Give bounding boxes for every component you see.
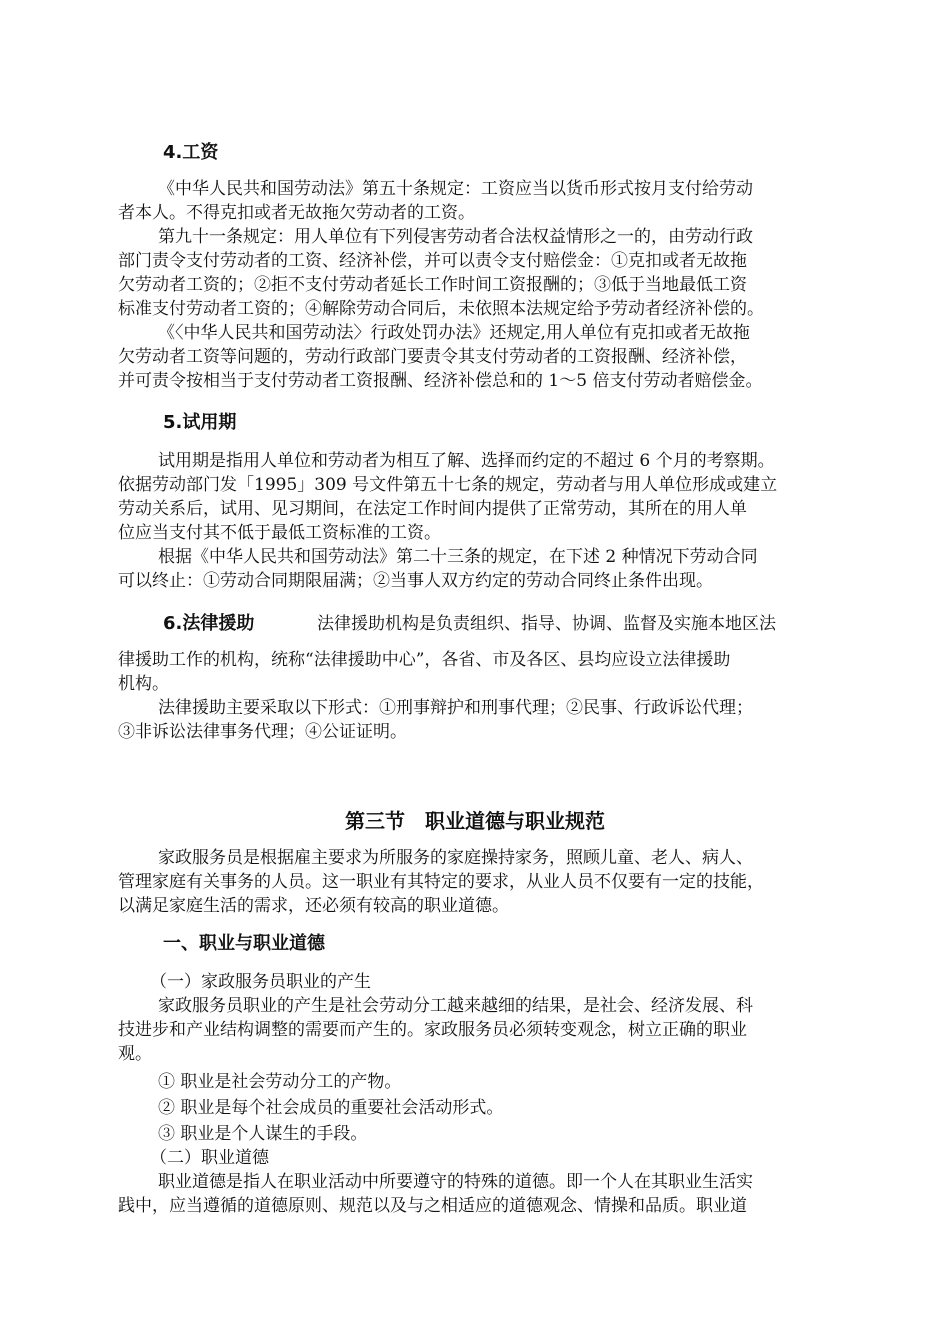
- heading-wages: 4.工资: [163, 142, 219, 163]
- paragraph-line: 观。: [118, 1044, 152, 1064]
- heading-probation: 5.试用期: [163, 412, 237, 433]
- heading-legal-aid: 6.法律援助: [163, 613, 255, 634]
- subheading: （二）职业道德: [150, 1148, 269, 1168]
- paragraph-line: 践中，应当遵循的道德原则、规范以及与之相适应的道德观念、情操和品质。职业道: [118, 1196, 747, 1216]
- paragraph-line: 法律援助机构是负责组织、指导、协调、监督及实施本地区法: [317, 614, 776, 634]
- paragraph-line: 职业道德是指人在职业活动中所要遵守的特殊的道德。即一个人在其职业生活实: [158, 1172, 753, 1192]
- list-item: ② 职业是每个社会成员的重要社会活动形式。: [158, 1098, 504, 1118]
- paragraph-line: ③非诉讼法律事务代理；④公证证明。: [118, 722, 407, 742]
- paragraph-line: 位应当支付其不低于最低工资标准的工资。: [118, 523, 441, 543]
- paragraph-line: 根据《中华人民共和国劳动法》第二十三条的规定，在下述 2 种情况下劳动合同: [158, 547, 758, 567]
- paragraph-line: 《中华人民共和国劳动法》第五十条规定：工资应当以货币形式按月支付给劳动: [158, 179, 753, 199]
- paragraph-line: 者本人。不得克扣或者无故拖欠劳动者的工资。: [118, 203, 475, 223]
- paragraph-line: 欠劳动者工资等问题的，劳动行政部门要责令其支付劳动者的工资报酬、经济补偿，: [118, 347, 747, 367]
- section-title: 第三节 职业道德与职业规范: [345, 809, 605, 833]
- paragraph-line: 欠劳动者工资的；②拒不支付劳动者延长工作时间工资报酬的；③低于当地最低工资: [118, 275, 747, 295]
- paragraph-line: 试用期是指用人单位和劳动者为相互了解、选择而约定的不超过 6 个月的考察期。: [158, 451, 775, 471]
- paragraph-line: 并可责令按相当于支付劳动者工资报酬、经济补偿总和的 1～5 倍支付劳动者赔偿金。: [118, 371, 763, 391]
- paragraph-line: 部门责令支付劳动者的工资、经济补偿，并可以责令支付赔偿金：①克扣或者无故拖: [118, 251, 747, 271]
- paragraph-line: 劳动关系后，试用、见习期间，在法定工作时间内提供了正常劳动，其所在的用人单: [118, 499, 747, 519]
- paragraph-line: 家政服务员职业的产生是社会劳动分工越来越细的结果，是社会、经济发展、科: [158, 996, 753, 1016]
- paragraph-line: 机构。: [118, 674, 169, 694]
- paragraph-line: 管理家庭有关事务的人员。这一职业有其特定的要求，从业人员不仅要有一定的技能，: [118, 872, 764, 892]
- paragraph-line: 以满足家庭生活的需求，还必须有较高的职业道德。: [118, 896, 509, 916]
- paragraph-line: 依据劳动部门发「1995」309 号文件第五十七条的规定，劳动者与用人单位形成或建立: [118, 475, 778, 495]
- paragraph-line: 法律援助主要采取以下形式：①刑事辩护和刑事代理；②民事、行政诉讼代理；: [158, 698, 753, 718]
- paragraph-line: 技进步和产业结构调整的需要而产生的。家政服务员必须转变观念，树立正确的职业: [118, 1020, 747, 1040]
- paragraph-line: 第九十一条规定：用人单位有下列侵害劳动者合法权益情形之一的，由劳动行政: [158, 227, 753, 247]
- paragraph-line: 《〈中华人民共和国劳动法〉行政处罚办法》还规定,用人单位有克扣或者无故拖: [158, 323, 750, 343]
- paragraph-line: 标准支付劳动者工资的；④解除劳动合同后，未依照本法规定给予劳动者经济补偿的。: [118, 299, 764, 319]
- heading-occupation-ethics: 一、职业与职业道德: [163, 933, 325, 954]
- paragraph-line: 律援助工作的机构，统称“法律援助中心”，各省、市及各区、县均应设立法律援助: [118, 650, 731, 670]
- paragraph-line: 可以终止：①劳动合同期限届满；②当事人双方约定的劳动合同终止条件出现。: [118, 571, 713, 591]
- subheading: （一）家政服务员职业的产生: [150, 972, 371, 992]
- list-item: ③ 职业是个人谋生的手段。: [158, 1124, 368, 1144]
- list-item: ① 职业是社会劳动分工的产物。: [158, 1072, 402, 1092]
- paragraph-line: 家政服务员是根据雇主要求为所服务的家庭操持家务，照顾儿童、老人、病人、: [158, 848, 753, 868]
